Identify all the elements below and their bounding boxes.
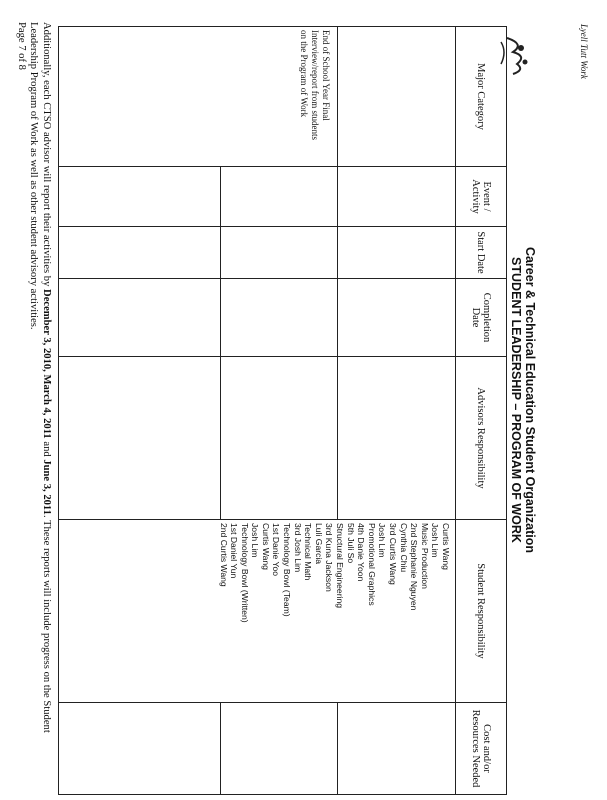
- table-cell: [59, 703, 221, 795]
- table-cell: [338, 357, 456, 520]
- column-header-event-activity: Event / Activity: [456, 167, 507, 227]
- list-item: Promotional Graphics: [366, 523, 377, 606]
- list-item: Technology Bowl (Team): [282, 523, 293, 617]
- list-item: Cynthia Chiu: [398, 523, 409, 573]
- column-header-student-responsibility: Student Responsibility: [456, 520, 507, 703]
- note-dates: December 3, 2010, March 4, 2011: [41, 289, 52, 439]
- major-category-cell: [59, 27, 338, 167]
- note-date-last: June 3, 2011: [41, 459, 52, 515]
- list-item: Technical Math: [303, 523, 314, 581]
- list-item: 1st Danie Yoo: [271, 523, 282, 577]
- column-header-advisors-responsibility: Advisors Responsibility: [456, 357, 507, 520]
- list-item: Structural Engineering: [335, 523, 346, 609]
- table-row: [338, 27, 456, 795]
- page-number: Page 7 of 8: [16, 22, 27, 70]
- table-cell: [59, 167, 221, 227]
- column-header-major-category: Major Category: [456, 27, 507, 167]
- note-and: and: [41, 438, 52, 460]
- list-item: Music Production: [419, 523, 430, 589]
- note-suffix: . These reports will include progress on the Student Leadership Program of Work as well as other student advisory activities.: [28, 22, 52, 733]
- table-cell: [220, 357, 337, 520]
- list-item: Curtis Wang: [260, 523, 271, 570]
- list-item: Technology Bowl (Written): [239, 523, 250, 623]
- category-line: on the Program of Work: [299, 30, 309, 118]
- column-header-completion-date: Completion Date: [456, 279, 507, 357]
- note-prefix: Additionally, each CTSO advisor will report their activities by: [41, 22, 52, 290]
- table-cell: [220, 703, 337, 795]
- table-cell: [338, 279, 456, 357]
- student-responsibility-cell: [59, 520, 456, 703]
- category-line: Interview/report from students: [310, 30, 320, 140]
- list-item: Josh Lim: [430, 523, 441, 558]
- program-of-work-table: [58, 26, 507, 795]
- document-subtitle: STUDENT LEADERSHIP – PROGRAM OF WORK: [509, 257, 523, 543]
- document-title: Career & Technical Education Student Organization: [523, 246, 537, 554]
- brand-text: Lyell Tutt Work: [579, 24, 589, 79]
- table-cell: [220, 227, 337, 279]
- table-cell: [338, 167, 456, 227]
- table-cell: [338, 27, 456, 167]
- column-header-cost-resources: Cost and/or Resources Needed: [456, 703, 507, 795]
- column-header-start-date: Start Date: [456, 227, 507, 279]
- list-item: 2nd Curtis Wang: [218, 523, 229, 587]
- list-item: Josh Lim: [377, 523, 388, 558]
- list-item: Josh Lim: [250, 523, 261, 558]
- list-item: 5th Juli So: [345, 523, 356, 564]
- table-cell: [59, 227, 221, 279]
- list-item: 3rd Josh Lim: [292, 523, 303, 573]
- list-item: 2nd Stephanie Nguyen: [409, 523, 420, 611]
- category-line: End of School Year Final: [321, 30, 331, 121]
- list-item: 4th Danie Yoon: [356, 523, 367, 582]
- list-item: Curtis Wang: [441, 523, 451, 570]
- table-cell: [59, 357, 221, 520]
- list-item: 1st Daniel Yun: [229, 523, 240, 579]
- list-item: 3rd Curtis Wang: [388, 523, 399, 585]
- table-cell: [59, 279, 221, 357]
- table-cell: [338, 227, 456, 279]
- list-item: Luli Garcia: [313, 523, 324, 565]
- table-cell: [220, 279, 337, 357]
- table-cell: [220, 167, 337, 227]
- table-cell: [338, 703, 456, 795]
- table-header-row: [456, 27, 507, 795]
- report-note: [27, 22, 53, 782]
- list-item: 3rd Kuna Jackson: [324, 523, 335, 592]
